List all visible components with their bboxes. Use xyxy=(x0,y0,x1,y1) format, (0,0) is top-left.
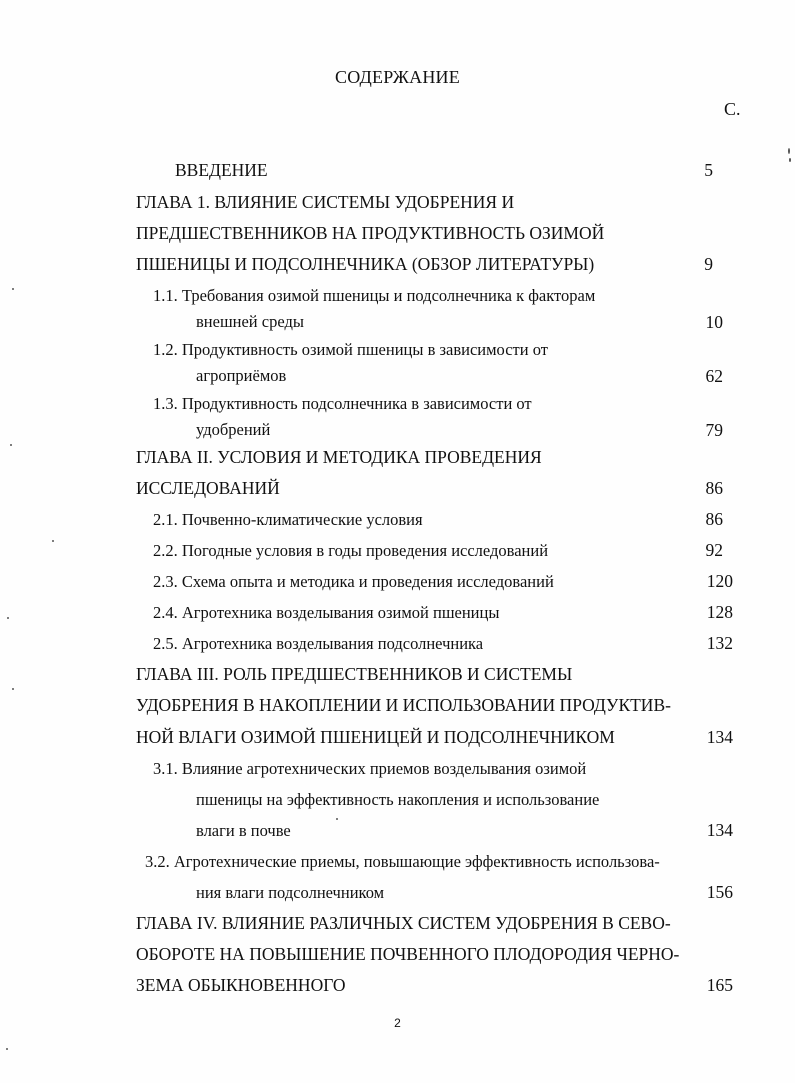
toc-chapter-1-line-2: ПРЕДШЕСТВЕННИКОВ НА ПРОДУКТИВНОСТЬ ОЗИМОЙ xyxy=(136,223,605,243)
toc-page-section-2-5: 132 xyxy=(706,633,733,653)
toc-chapter-1-line-3: ПШЕНИЦЫ И ПОДСОЛНЕЧНИКА (ОБЗОР ЛИТЕРАТУРЫ) xyxy=(136,254,595,274)
toc-page-chapter-4: 165 xyxy=(706,975,733,995)
scan-speck xyxy=(52,540,54,542)
toc-entry-intro: ВВЕДЕНИЕ xyxy=(175,160,268,180)
toc-section-1-2-line-2: агроприёмов xyxy=(196,366,287,385)
scan-speck xyxy=(789,158,791,162)
toc-section-1-3-line-1: 1.3. Продуктивность подсолнечника в зависимости от xyxy=(153,394,532,413)
page-number: 2 xyxy=(394,1016,401,1030)
toc-section-2-3: 2.3. Схема опыта и методика и проведения исследований xyxy=(153,572,554,591)
scan-speck xyxy=(6,1048,8,1050)
toc-section-2-1: 2.1. Почвенно-климатические условия xyxy=(153,510,423,529)
toc-section-1-1-line-1: 1.1. Требования озимой пшеницы и подсолнечника к факторам xyxy=(153,286,596,305)
toc-section-3-1-line-3: влаги в почве xyxy=(196,821,291,840)
toc-section-2-5: 2.5. Агротехника возделывания подсолнечника xyxy=(153,634,484,653)
toc-page-section-2-3: 120 xyxy=(706,571,733,591)
toc-section-1-2-line-1: 1.2. Продуктивность озимой пшеницы в зависимости от xyxy=(153,340,548,359)
toc-page-section-3-1: 134 xyxy=(706,820,733,840)
toc-section-3-1-line-1: 3.1. Влияние агротехнических приемов возделывания озимой xyxy=(153,759,587,778)
toc-chapter-4-line-3: ЗЕМА ОБЫКНОВЕННОГО xyxy=(136,975,346,995)
toc-chapter-3-line-1: ГЛАВА III. РОЛЬ ПРЕДШЕСТВЕННИКОВ И СИСТЕМЫ xyxy=(136,664,573,684)
scan-speck xyxy=(7,617,9,619)
toc-chapter-2-line-2: ИССЛЕДОВАНИЙ xyxy=(136,478,280,498)
toc-chapter-1-line-1: ГЛАВА 1. ВЛИЯНИЕ СИСТЕМЫ УДОБРЕНИЯ И xyxy=(136,192,515,212)
toc-chapter-3-line-3: НОЙ ВЛАГИ ОЗИМОЙ ПШЕНИЦЕЙ И ПОДСОЛНЕЧНИКОМ xyxy=(136,727,615,747)
toc-page-section-2-1: 86 xyxy=(705,509,723,529)
toc-page-section-3-2: 156 xyxy=(706,882,733,902)
toc-page-section-2-4: 128 xyxy=(706,602,733,622)
toc-page-chapter-3: 134 xyxy=(706,727,733,747)
toc-page-chapter-1: 9 xyxy=(704,254,713,274)
toc-section-1-1-line-2: внешней среды xyxy=(196,312,304,331)
scan-speck xyxy=(12,288,14,290)
toc-chapter-2-line-1: ГЛАВА II. УСЛОВИЯ И МЕТОДИКА ПРОВЕДЕНИЯ xyxy=(136,447,542,467)
toc-section-3-2-line-2: ния влаги подсолнечником xyxy=(196,883,385,902)
scan-speck xyxy=(10,444,12,446)
page-column-header: С. xyxy=(724,99,741,119)
scan-speck xyxy=(12,688,14,690)
toc-page-section-2-2: 92 xyxy=(705,540,723,560)
toc-section-2-4: 2.4. Агротехника возделывания озимой пшеницы xyxy=(153,603,500,622)
toc-section-2-2: 2.2. Погодные условия в годы проведения исследований xyxy=(153,541,549,560)
toc-page-section-1-2: 62 xyxy=(705,366,723,386)
scan-speck xyxy=(336,818,338,820)
toc-chapter-3-line-2: УДОБРЕНИЯ В НАКОПЛЕНИИ И ИСПОЛЬЗОВАНИИ ПРОДУКТИВ- xyxy=(136,695,671,715)
toc-page-chapter-2: 86 xyxy=(705,478,723,498)
toc-page-intro: 5 xyxy=(704,160,713,180)
toc-page-section-1-1: 10 xyxy=(705,312,723,332)
toc-chapter-4-line-1: ГЛАВА IV. ВЛИЯНИЕ РАЗЛИЧНЫХ СИСТЕМ УДОБРЕНИЯ В СЕВО- xyxy=(136,913,671,933)
toc-section-3-2-line-1: 3.2. Агротехнические приемы, повышающие эффективность использова- xyxy=(145,852,660,871)
toc-page-section-1-3: 79 xyxy=(705,420,723,440)
toc-section-3-1-line-2: пшеницы на эффективность накопления и использование xyxy=(196,790,600,809)
toc-section-1-3-line-2: удобрений xyxy=(196,420,271,439)
toc-chapter-4-line-2: ОБОРОТЕ НА ПОВЫШЕНИЕ ПОЧВЕННОГО ПЛОДОРОДИЯ ЧЕРНО- xyxy=(136,944,680,964)
page-title: СОДЕРЖАНИЕ xyxy=(335,67,460,87)
scan-speck xyxy=(788,148,790,154)
